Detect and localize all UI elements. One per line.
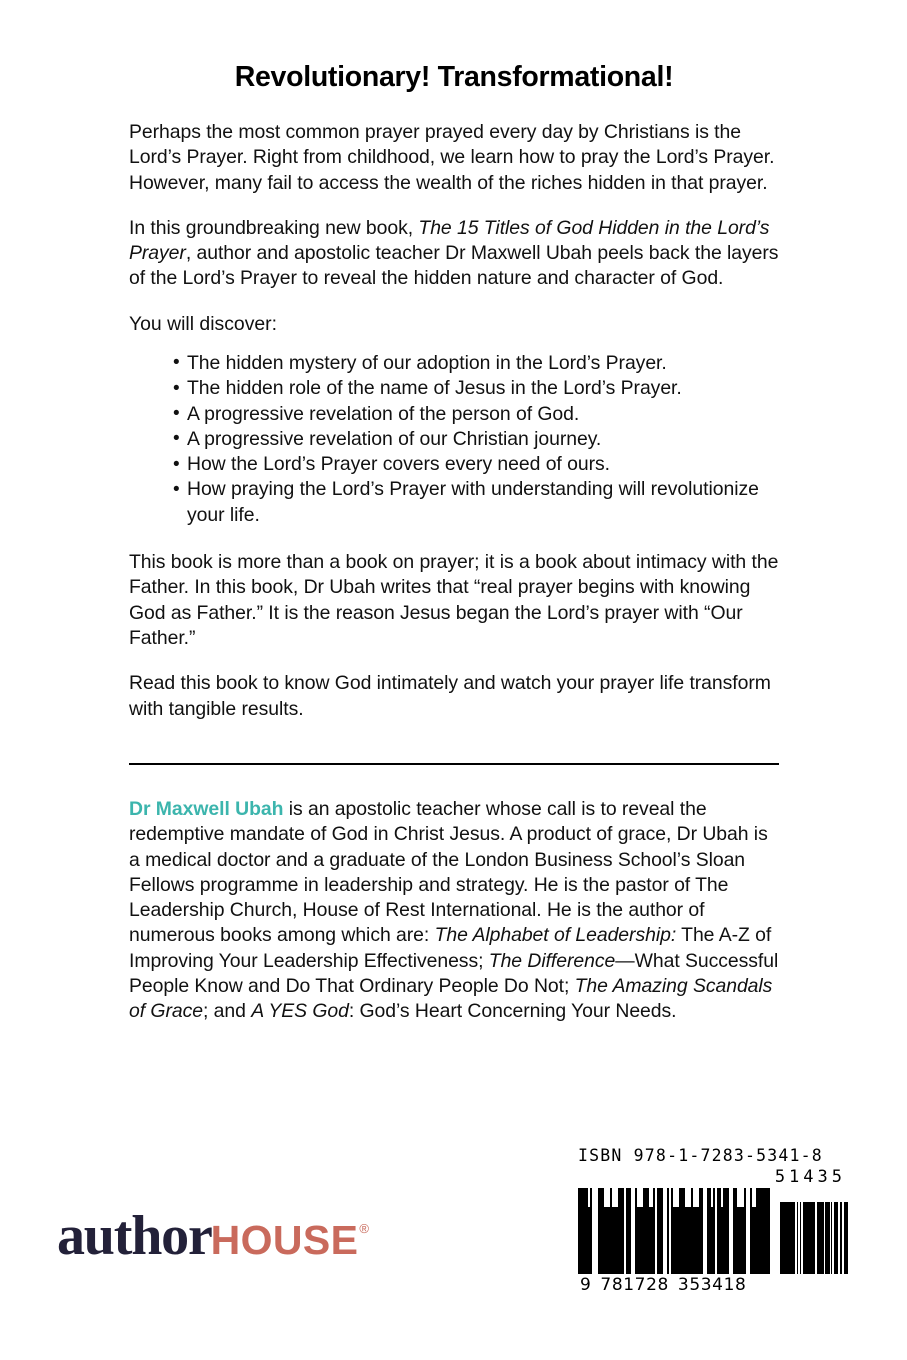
barcode-bars-row: [578, 1188, 850, 1274]
list-item: • How the Lord’s Prayer covers every need of ours.: [175, 452, 779, 477]
ean13-human-readable-digits: [578, 1275, 784, 1295]
bio-segment-2: The A-Z of Improving Your Leadership Effectiveness;: [129, 924, 772, 972]
page-title: Revolutionary! Transformational!: [234, 61, 674, 93]
bio-segment-4: ; and: [202, 1000, 252, 1023]
ean-left-group: 781728: [600, 1275, 669, 1295]
paragraph-2-text-before-title: In this groundbreaking new book,: [129, 216, 419, 239]
list-item: • How praying the Lord’s Prayer with understanding will revolutionize your life.: [175, 477, 779, 528]
bio-book-title-3: The Amazing Scandals of Grace: [129, 975, 773, 1023]
bio-book-title-4: A YES God: [251, 1000, 349, 1023]
logo-text-author: author: [57, 1205, 212, 1267]
bio-segment-1: is an apostolic teacher whose call is to reveal the redemptive mandate of God in Christ Jesus. A product of grace, Dr Ubah is a medical doctor and a graduate of the London Business School’s Sloan Fellows programme in leadership and strategy. He is the pastor of The Leadership Church, House of Rest International. He is the author of numerous books among which are:: [129, 798, 768, 947]
isbn-barcode-block: [578, 1146, 850, 1295]
discover-lead-in: You will discover:: [129, 312, 278, 335]
blurb-section: [129, 62, 779, 722]
blurb-paragraph-1: Perhaps the most common prayer prayed every day by Christians is the Lord’s Prayer. Right from childhood, we learn how to pray the Lord’s Prayer. However, many fail to access the wealth of the riches hidden in that prayer.: [129, 120, 775, 194]
bio-book-title-2: The Difference: [488, 949, 616, 972]
logo-text-house: HOUSE: [210, 1217, 359, 1263]
list-item: • The hidden mystery of our adoption in the Lord’s Prayer.: [175, 351, 779, 376]
ean13-barcode-bars: [578, 1188, 770, 1274]
isbn-number-label: ISBN 978-1-7283-5341-8: [578, 1146, 823, 1165]
blurb-paragraph-4: Read this book to know God intimately and watch your prayer life transform with tangible results.: [129, 672, 771, 720]
ean-right-group: 353418: [677, 1275, 747, 1295]
authorhouse-logo: [57, 1205, 369, 1267]
bio-book-title-1: The Alphabet of Leadership:: [434, 924, 677, 947]
author-bio-section: [129, 797, 779, 1025]
registered-trademark-icon: ®: [359, 1221, 369, 1236]
bio-segment-5: : God’s Heart Concerning Your Needs.: [348, 1000, 677, 1023]
list-item: • A progressive revelation of the person of God.: [175, 402, 779, 427]
section-divider: [129, 763, 779, 765]
list-item: • A progressive revelation of our Christian journey.: [175, 427, 779, 452]
blurb-paragraph-2: [129, 216, 779, 292]
price-code-label: 51435: [774, 1167, 846, 1187]
book-title-italic: The 15 Titles of God Hidden in the Lord’s Prayer: [129, 216, 770, 265]
paragraph-2-text-after-title: , author and apostolic teacher Dr Maxwell Ubah peels back the layers of the Lord’s Prayer to reveal the hidden nature and character of God.: [129, 242, 779, 290]
author-bio-text: [129, 797, 779, 1025]
bio-segment-3: —What Successful People Know and Do That Ordinary People Do Not;: [129, 949, 779, 998]
ean5-addon-barcode-bars: [780, 1202, 848, 1274]
author-name: Dr Maxwell Ubah: [129, 798, 284, 820]
ean-digit-prefix: 9: [580, 1275, 592, 1295]
list-item: • The hidden role of the name of Jesus in the Lord’s Prayer.: [175, 376, 779, 401]
blurb-paragraph-3: This book is more than a book on prayer; it is a book about intimacy with the Father. In this book, Dr Ubah writes that “real prayer begins with knowing God as Father.” It is the reason Jesus began the Lord’s prayer with “Our Father.”: [129, 551, 779, 649]
discover-bullet-list: [129, 351, 779, 528]
